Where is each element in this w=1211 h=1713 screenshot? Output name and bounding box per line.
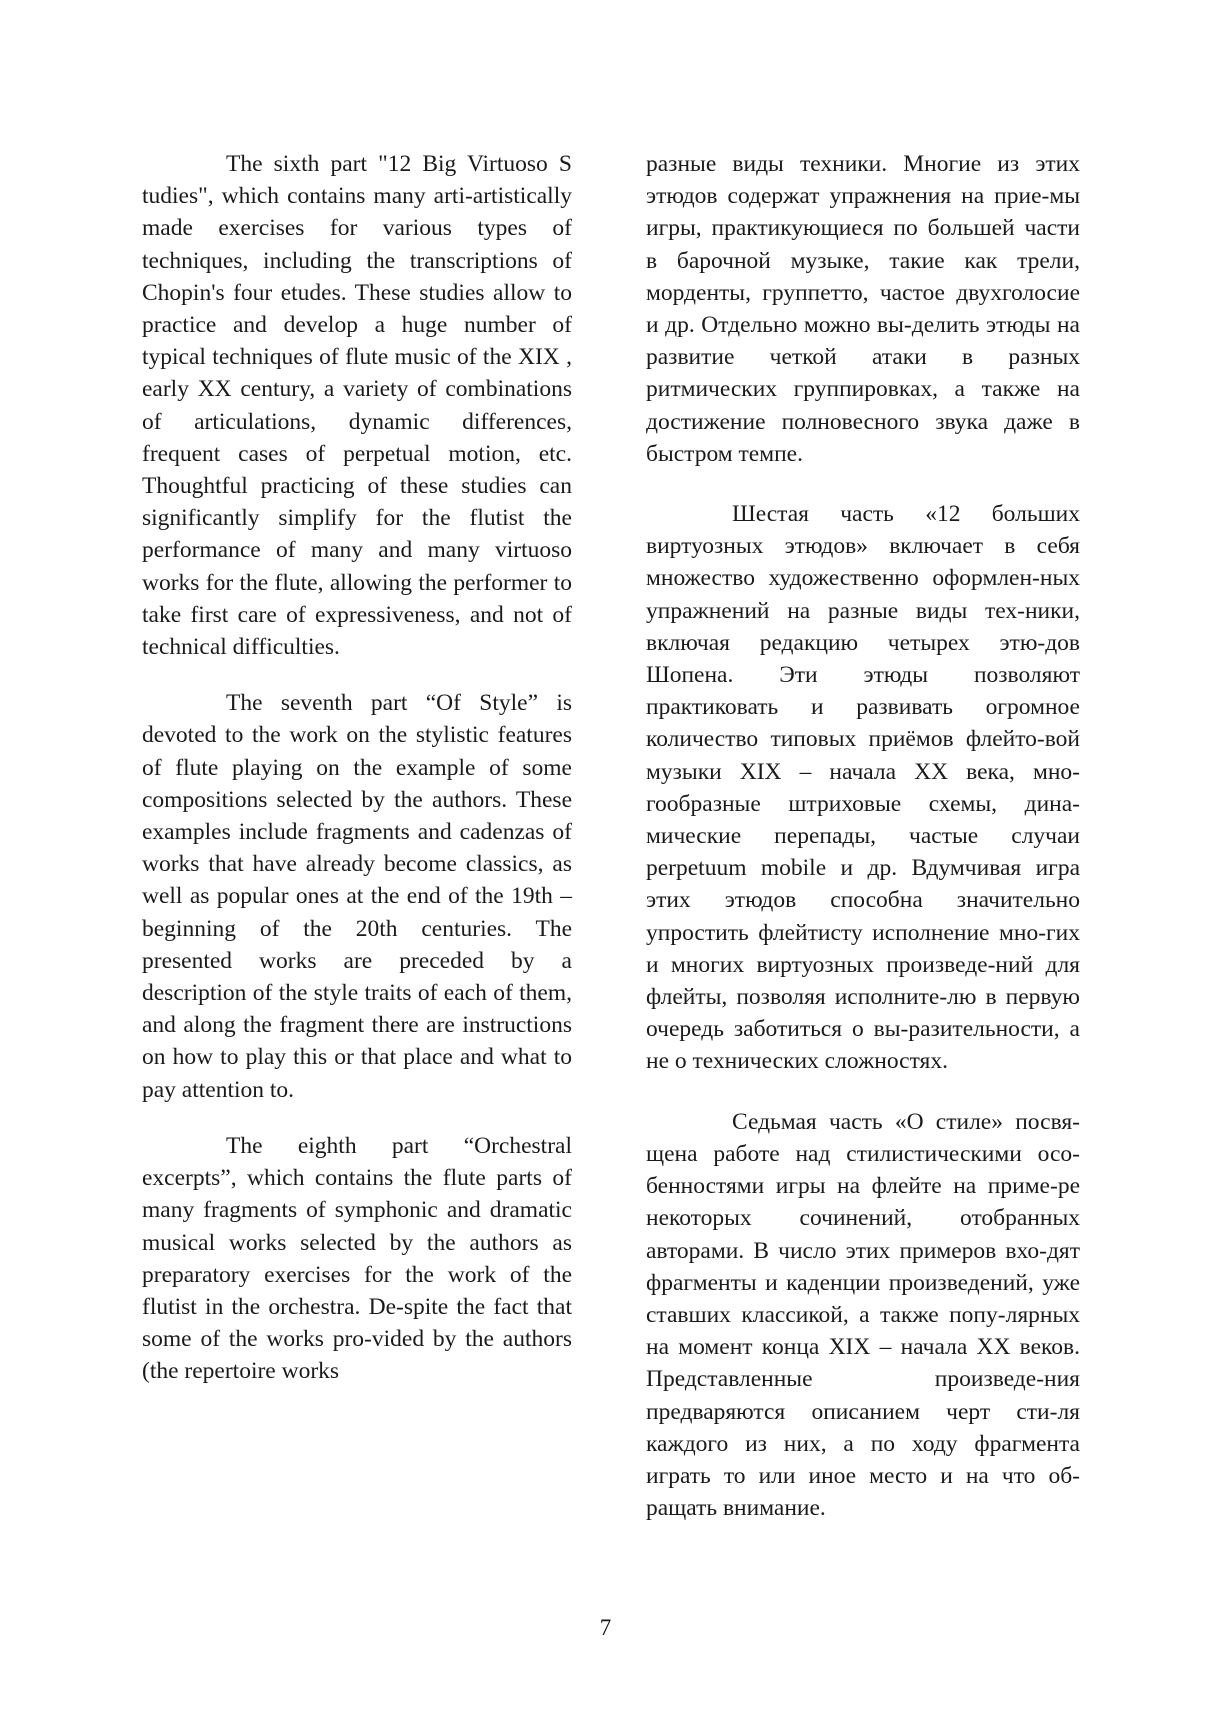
paragraph-seventh-part-en: The seventh part “Of Style” is devoted to the work on the stylistic features of flute playing on the example of some compositions selected by the authors. These examples include fragments and cadenzas of works that have already become classics, as well as popular ones at the end of the 19th – beginning of the 20th centuries. The presented works are preceded by a description of the style traits of each of them, and along the fragment there are instructions on how to play this or that place and what to pay attention to. [142, 690, 572, 1103]
paragraph-seventh-part-ru: Седьмая часть «О стиле» посвя-щена работе над стилистическими осо-бенностями игры на флейте на приме-ре некоторых сочинений, отобранных авторами. В число этих примеров вхо-дят фрагменты и каденции произведений, уже ставших классикой, а также попу-лярных на момент конца XIX – начала XX веков. Представленные произведе-ния предваряются описанием черт сти-ля каждого из них, а по ходу фрагмента играть то или иное место и на что об-ращать внимание. [646, 1108, 1080, 1522]
russian-text-column [646, 148, 1080, 1524]
page-number: 7 [599, 1615, 612, 1640]
paragraph-sixth-part-ru: Шестая часть «12 больших виртуозных этюдов» включает в себя множество художественно оформлен-ных упражнений на разные виды тех-ники, включая редакцию четырех этю-дов Шопена. Эти этюды позволяют практиковать и развивать огромное количество типовых приёмов флейто-вой музыки XIX – начала XX века, мно-гообразные штриховые схемы, дина-мические перепады, частые случаи perpetuum mobile и др. Вдумчивая игра этих этюдов способна значительно упростить флейтисту исполнение мно-гих и многих виртуозных произведе-ний для флейты, позволяя исполните-лю в первую очередь заботиться о вы-разительности, а не о технических сложностях. [646, 501, 1080, 1075]
english-text-column [142, 148, 572, 1388]
paragraph-eighth-part-en: The eighth part “Orchestral excerpts”, which contains the flute parts of many fragments of symphonic and dramatic musical works selected by the authors as preparatory exercises for the work of the flutist in the orchestra. De-spite the fact that some of the works pro-vided by the authors (the repertoire works [142, 1132, 572, 1385]
paragraph-continued-ru: разные виды техники. Многие из этих этюдов содержат упражнения на прие-мы игры, практикующиеся по большей части в барочной музыке, такие как трели, морденты, группетто, частое двухголосие и др. Отдельно можно вы-делить этюды на развитие четкой атаки в разных ритмических группировках, а также на достижение полновесного звука даже в быстром темпе. [646, 151, 1080, 467]
paragraph-sixth-part-en: The sixth part "12 Big Virtuoso S tudies", which contains many arti-artistically made exercises for various types of techniques, including the transcriptions of Chopin's four etudes. These studies allow to practice and develop a huge number of typical techniques of flute music of the XIX , early XX century, a variety of combinations of articulations, dynamic differences, frequent cases of perpetual motion, etc. Thoughtful practicing of these studies can significantly simplify for the flutist the performance of many and many virtuoso works for the flute, allowing the performer to take first care of expressiveness, and not of technical difficulties. [142, 151, 572, 661]
